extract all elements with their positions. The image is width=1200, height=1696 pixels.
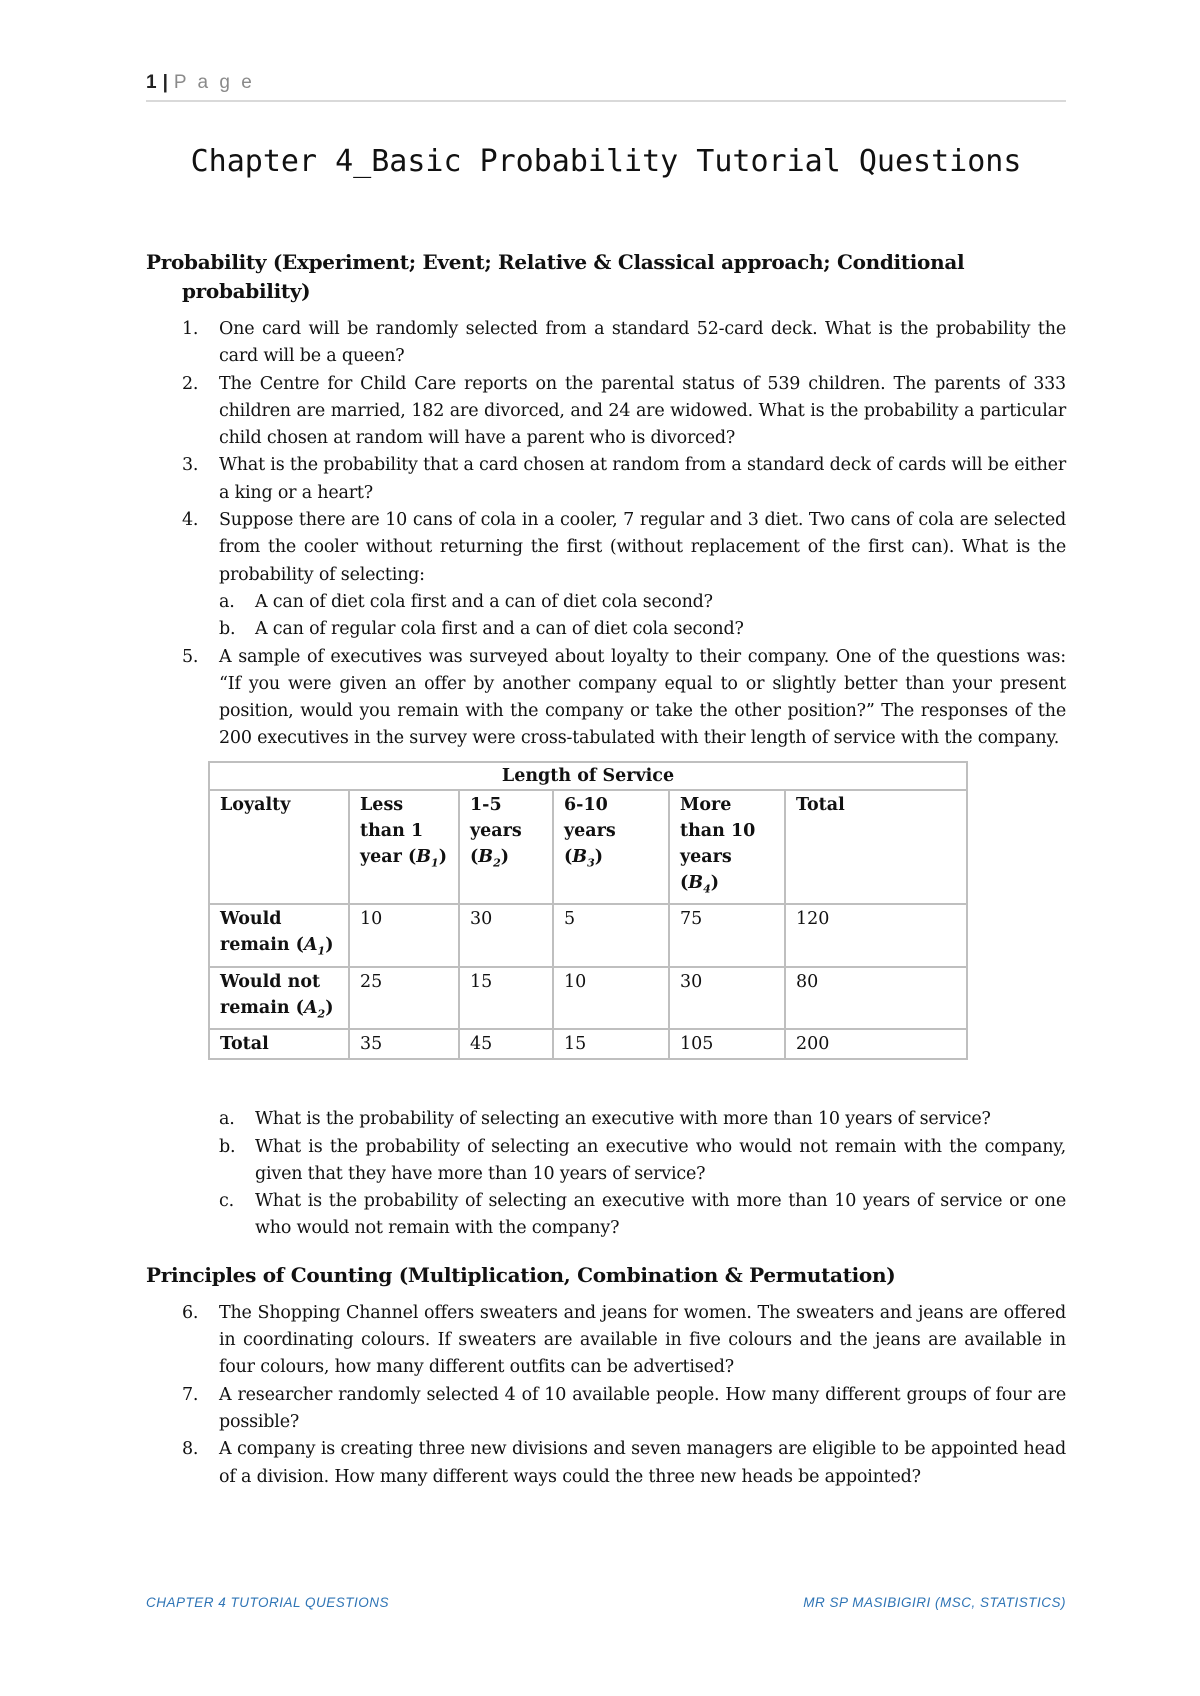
section-heading-counting: Principles of Counting (Multiplication, Combination & Permutation) — [146, 1262, 896, 1287]
footer-author: MR SP MASIBIGIRI (MSC, STATISTICS) — [803, 1595, 1066, 1610]
question-5-subparts — [146, 1106, 1066, 1242]
subquestion-text: A can of diet cola first and a can of diet cola second? — [255, 591, 713, 612]
symbol-index: 1 — [317, 944, 326, 958]
subquestion-text: What is the probability of selecting an executive with more than 10 years of service or one who would not remain with the company? — [255, 1191, 1066, 1239]
table-row — [209, 904, 967, 967]
row-symbol — [303, 935, 326, 958]
table-body — [209, 904, 967, 1059]
document-body — [146, 248, 1066, 1491]
table-cell: 120 — [785, 904, 967, 967]
page-word: P a g e — [173, 72, 255, 93]
header-symbol — [416, 846, 439, 870]
symbol-index: 3 — [587, 856, 595, 870]
subquestion-item — [219, 616, 1066, 643]
symbol-letter: A — [303, 997, 318, 1018]
question-text: A company is creating three new divisions and seven managers are eligible to be appointed head of a division. How many different ways could the three new heads be appointed? — [219, 1439, 1066, 1487]
table-header-cell: 1-5 years $(B_2)$ — [459, 790, 553, 905]
row-label: Total — [220, 1034, 269, 1055]
row-label-cell — [209, 1029, 349, 1059]
question-item — [146, 371, 1066, 453]
table-header-cell: More than 10 years $(B_4)$ — [669, 790, 785, 905]
table-cell: 5 — [553, 904, 669, 967]
table-cell: 80 — [785, 967, 967, 1030]
subquestion-text: What is the probability of selecting an executive who would not remain with the company, given that they have more than 10 years of service? — [255, 1136, 1066, 1184]
question-text: A researcher randomly selected 4 of 10 available people. How many different groups of four are possible? — [219, 1384, 1066, 1432]
question-number: 1. — [182, 319, 199, 339]
question-number: 7. — [182, 1384, 199, 1405]
section-counting — [146, 1261, 1066, 1491]
table-cell: 200 — [785, 1029, 967, 1059]
page-number: 1 — [146, 72, 157, 93]
question-item — [146, 507, 1066, 643]
row-label-cell: Would not remain $(A_2)$ — [209, 967, 349, 1030]
header-label: Less than 1 year — [360, 794, 424, 867]
header-label: 1-5 years — [470, 794, 522, 841]
question-number: 5. — [182, 646, 199, 667]
page-separator: | — [162, 72, 168, 93]
header-label: Total — [796, 794, 845, 815]
question-number: 2. — [182, 373, 199, 394]
subquestion-list — [146, 1106, 1066, 1242]
table-cell: 10 — [553, 967, 669, 1030]
row-label-cell: Would remain $(A_1)$ — [209, 904, 349, 967]
question-text: A sample of executives was surveyed about loyalty to their company. One of the questions was: “If you were given an offer by another company equal to or slightly better than your present position, would you remain with the company or take the other position?” The responses of the 200 executives in the survey were cross-tabulated with their length of service with the company. — [219, 646, 1066, 749]
table-row — [209, 967, 967, 1030]
subquestion-text: A can of regular cola first and a can of diet cola second? — [255, 619, 744, 640]
loyalty-table — [208, 761, 968, 1061]
symbol-index: 4 — [703, 882, 711, 896]
question-number: 4. — [182, 510, 199, 531]
question-item — [146, 1436, 1066, 1491]
subquestion-letter: b. — [219, 1136, 236, 1157]
question-text: Suppose there are 10 cans of cola in a cooler, 7 regular and 3 diet. Two cans of cola are selected from the cooler without returning the first (without replacement of the first can). What is the probability of selecting: — [219, 510, 1066, 585]
symbol-letter: B — [478, 846, 494, 867]
question-list-probability — [146, 316, 1066, 753]
table-cell: 15 — [553, 1029, 669, 1059]
question-number: 3. — [182, 455, 199, 476]
subquestion-item — [219, 1106, 1066, 1133]
subquestion-item — [219, 1134, 1066, 1189]
table-cell: 105 — [669, 1029, 785, 1059]
row-symbol — [303, 997, 326, 1021]
document-title: Chapter 4_Basic Probability Tutorial Questions — [190, 144, 1022, 179]
symbol-index: 2 — [317, 1007, 326, 1021]
table-cell: 10 — [349, 904, 459, 967]
table-cell: 25 — [349, 967, 459, 1030]
header-symbol — [572, 846, 595, 870]
table-cell: 45 — [459, 1029, 553, 1059]
question-text: The Centre for Child Care reports on the parental status of 539 children. The parents of 333 children are married, 182 are divorced, and 24 are widowed. What is the probability a particular child chosen at random will have a parent who is divorced? — [219, 373, 1066, 449]
table-header-cell: Less than 1 year $(B_1)$ — [349, 790, 459, 905]
symbol-letter: B — [572, 846, 588, 867]
subquestion-letter: b. — [219, 619, 236, 640]
subquestion-list — [219, 589, 1066, 644]
table-cell: 75 — [669, 904, 785, 967]
symbol-letter: B — [416, 846, 432, 867]
section-heading-probability: Probability (Experiment; Event; Relative & Classical approach; Conditional probability) — [146, 250, 965, 303]
header-symbol — [478, 846, 501, 870]
question-item — [146, 452, 1066, 507]
subquestion-letter: a. — [219, 1109, 235, 1130]
subquestion-letter: c. — [219, 1191, 234, 1212]
subquestion-item — [219, 589, 1066, 616]
table-cell: 15 — [459, 967, 553, 1030]
symbol-letter: A — [303, 935, 318, 956]
symbol-letter: B — [688, 872, 704, 893]
table-header-cell — [785, 790, 967, 905]
table-cell: 35 — [349, 1029, 459, 1059]
question-item — [146, 316, 1066, 371]
subquestion-letter: a. — [219, 591, 235, 612]
table-cell: 30 — [669, 967, 785, 1030]
header-label: 6-10 years — [564, 794, 616, 841]
header-label: More than 10 years — [680, 794, 756, 867]
question-text: One card will be randomly selected from a standard 52-card deck. What is the probability the card will be a queen? — [219, 319, 1066, 367]
question-item — [146, 1300, 1066, 1382]
subquestion-text: What is the probability of selecting an executive with more than 10 years of service? — [255, 1109, 991, 1130]
subquestion-item — [219, 1188, 1066, 1243]
symbol-index: 2 — [493, 856, 501, 870]
question-item — [146, 644, 1066, 753]
question-number: 6. — [182, 1302, 199, 1323]
table-span-header: Length of Service — [209, 762, 967, 790]
question-list-counting — [146, 1300, 1066, 1491]
row-label: Would remain — [220, 909, 290, 956]
table-header-row — [209, 790, 967, 905]
page-header — [146, 72, 1066, 102]
question-item — [146, 1382, 1066, 1437]
table-cell: 30 — [459, 904, 553, 967]
table-header-cell: 6-10 years $(B_3)$ — [553, 790, 669, 905]
table-row — [209, 1029, 967, 1059]
table-header-cell — [209, 790, 349, 905]
header-symbol — [688, 872, 711, 896]
footer-chapter-label: CHAPTER 4 TUTORIAL QUESTIONS — [146, 1595, 390, 1610]
question-text: The Shopping Channel offers sweaters and jeans for women. The sweaters and jeans are offered in coordinating colours. If sweaters are available in five colours and the jeans are available in four colours, how many different outfits can be advertised? — [219, 1302, 1066, 1378]
symbol-index: 1 — [431, 856, 439, 870]
row-label: Would not remain — [220, 971, 321, 1018]
question-text: What is the probability that a card chosen at random from a standard deck of cards will be either a king or a heart? — [219, 455, 1066, 503]
question-number: 8. — [182, 1439, 199, 1460]
header-label: Loyalty — [220, 794, 291, 815]
